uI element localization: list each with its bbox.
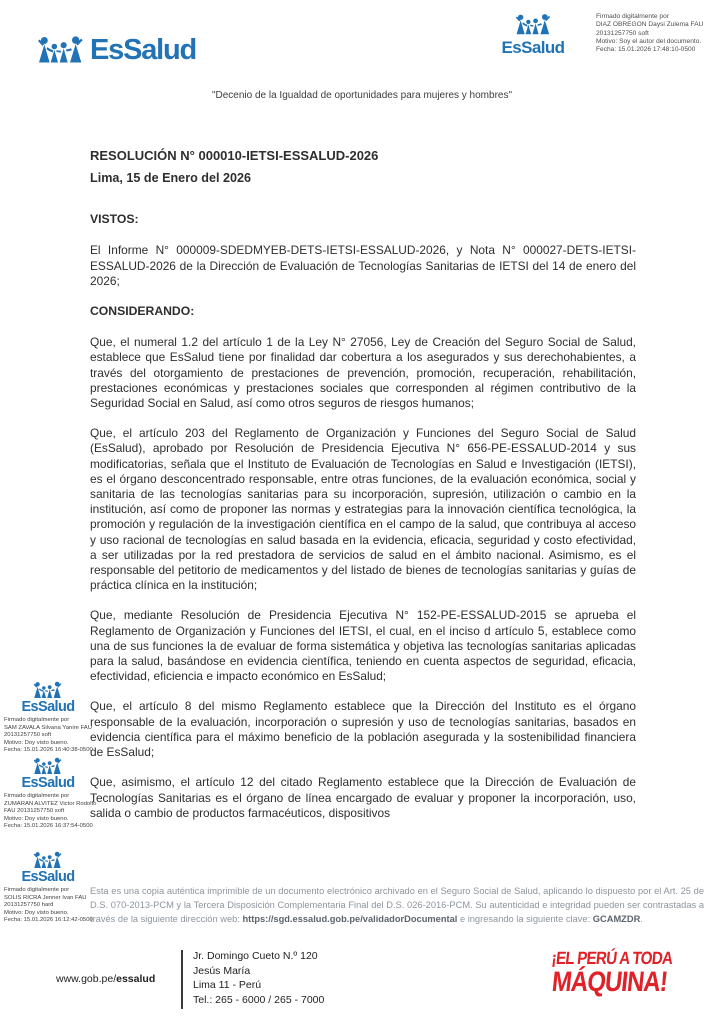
essalud-wordmark: EsSalud — [90, 34, 197, 66]
signature-text — [4, 717, 108, 755]
essalud-family-icon — [33, 851, 63, 870]
auth-text: Esta es una copia auténtica imprimible de un documento electrónico archivado en el Seguro Social de Salud, aplicando lo dispuesto por el Art. 25 de D.S. 070-2013-PCM y la Tercera Disposición Complementaria Final del D.S. 026-2016-PCM. Su autenticidad e integridad pueden ser contrastadas a través de la siguiente dirección web: — [90, 886, 704, 924]
slogan-line-2: MÁQUINA! — [550, 965, 669, 998]
website-prefix: www.gob.pe/ — [56, 973, 117, 985]
signature-line: FAU 20131257750 soft — [4, 808, 65, 815]
signature-line: Firmado digitalmente por — [4, 793, 70, 799]
essalud-wordmark: EsSalud — [21, 775, 75, 791]
signature-line: Fecha: 15.01.2026 16:37:54-0500 — [4, 823, 93, 830]
signature-line: DIAZ OBREGON Daysi Zulema FAU — [596, 21, 704, 29]
address-line: Lima 11 - Perú — [193, 979, 262, 992]
address-line: Jr. Domingo Cueto N.º 120 — [193, 950, 318, 962]
signature-line: 20131257750 soft — [4, 732, 52, 739]
validation-code: GCAMZDR — [592, 914, 641, 924]
considerando-paragraph: Que, asimismo, el artículo 12 del citado Reglamento establece que la Dirección de Evaluación de Tecnologías Sanitarias es el órgano de línea encargado de evaluar y proponer la incorporación, uso, salida o cambio de productos farmacéuticos, dispositivos — [90, 775, 636, 820]
auth-text: e ingresando la siguiente clave: — [457, 914, 593, 924]
signature-line: Fecha: 15.01.2026 16:12:42-0500 — [4, 917, 93, 924]
digital-signature-stamp-1 — [4, 681, 108, 755]
essalud-wordmark: EsSalud — [21, 869, 75, 885]
essalud-wordmark: EsSalud — [501, 38, 565, 57]
peru-slogan — [546, 949, 674, 998]
auth-text: . — [640, 914, 643, 924]
considerando-paragraph: Que, mediante Resolución de Presidencia Ejecutiva N° 152-PE-ESSALUD-2015 se aprueba el Reglamento de Organización y Funciones del IETSI, el cual, en el inciso d artículo 5, establece como una de sus funciones la de evaluar de forma sistemática y objetiva las tecnologías sanitarias aplicadas para la salud, basándose en evidencia científica, teniendo en cuenta aspectos de seguridad, eficacia, efectividad, eficiencia e impacto económico en EsSalud; — [90, 608, 636, 684]
signature-line: Firmado digitalmente por — [4, 717, 70, 723]
essalud-logo-right — [501, 13, 565, 58]
signature-line: Fecha: 15.01.2026 16:40:38-0500 — [4, 747, 93, 754]
essalud-stamp-logo — [4, 757, 92, 791]
essalud-family-icon — [37, 35, 85, 66]
decenio-motto: "Decenio de la Igualdad de oportunidades para mujeres y hombres" — [211, 90, 513, 101]
vistos-paragraph: El Informe N° 000009-SDEDMYEB-DETS-IETSI-ESSALUD-2026, y Nota N° 000027-DETS-IETSI-ESSALUD-2026 de la Dirección de Evaluación de Tecnologías Sanitarias de IETSI del 14 de enero del 2026; — [90, 243, 636, 288]
signature-line: Motivo: Doy visto bueno. — [4, 739, 69, 746]
address-block — [193, 949, 324, 1007]
considerando-paragraph: Que, el artículo 203 del Reglamento de Organización y Funciones del Seguro Social de Salud (EsSalud), aprobado por Resolución de Presidencia Ejecutiva N° 656-PE-ESSALUD-2014 y sus modificatorias, señala que el Instituto de Evaluación de Tecnologías en Salud e Investigación (IETSI), es el órgano desconcentrado responsable, entre otras funciones, de la evaluación económica, social y sanitaria de las tecnologías sanitarias para su incorporación, supresión, utilización o cambio en la institución, así como de proponer las normas y estrategias para la innovación científica tecnológica, la promoción y regulación de la investigación científica en el campo de la salud, que contribuya al acceso y uso racional de tecnologías en salud basada en la evidencia, eficacia, seguridad y costo efectividad, a ser utilizadas por la red prestadora de servicios de salud en el ámbito nacional. Asimismo, es el responsable del petitorio de medicamentos y del listado de bienes de tecnologías sanitarias y guías de práctica clínica en la institución; — [90, 426, 636, 593]
signature-line: SOLIS RICRA Jenner Ivan FAU — [4, 894, 87, 901]
address-line: Jesús María — [193, 964, 251, 977]
signature-line: Motivo: Soy el autor del documento. — [596, 37, 702, 45]
considerando-heading: CONSIDERANDO: — [90, 304, 195, 319]
signature-line: ZUMARAN ALVITEZ Victor Rodolfo — [4, 800, 97, 807]
resolution-title: RESOLUCIÓN N° 000010-IETSI-ESSALUD-2026 — [90, 148, 379, 163]
authenticity-notice — [90, 884, 704, 926]
website-url — [56, 973, 155, 985]
essalud-family-icon — [515, 13, 552, 37]
signature-line: SAM ZAVALA Silvana Yanire FAU — [4, 724, 92, 731]
digital-signature-header — [596, 13, 722, 54]
validator-url: https://sgd.essalud.gob.pe/validadorDocumental — [242, 914, 458, 924]
website-bold: essalud — [116, 973, 156, 985]
signature-line: Fecha: 15.01.2026 17:48:10-0500 — [596, 46, 696, 54]
signature-line: 20131257750 soft — [596, 29, 649, 37]
address-line: Tel.: 265 - 6000 / 265 - 7000 — [193, 993, 325, 1006]
signature-text — [4, 793, 108, 831]
considerando-paragraph: Que, el numeral 1.2 del artículo 1 de la Ley N° 27056, Ley de Creación del Seguro Social de Salud, establece que EsSalud tiene por finalidad dar cobertura a los asegurados y sus derechohabientes, a través del otorgamiento de prestaciones de prevención, promoción, recuperación, rehabilitación, prestaciones económicas y prestaciones sociales que corresponden al régimen contributivo de la Seguridad Social en Salud, así como otros seguros de riesgos humanos; — [90, 335, 636, 411]
signature-line: Motivo: Doy visto bueno. — [4, 909, 69, 916]
essalud-wordmark: EsSalud — [21, 699, 75, 715]
resolution-body — [90, 148, 636, 821]
essalud-logo-left — [37, 34, 196, 67]
essalud-family-icon — [33, 757, 63, 776]
signature-line: Motivo: Doy visto bueno. — [4, 815, 69, 822]
footer-divider — [181, 950, 183, 1009]
digital-signature-stamp-2 — [4, 757, 108, 831]
essalud-family-icon — [33, 681, 63, 700]
slogan-line-1: ¡EL PERÚ A TODA — [550, 949, 674, 969]
signature-line: 20131257750 hard — [4, 902, 54, 909]
place-date-line: Lima, 15 de Enero del 2026 — [90, 171, 251, 185]
signature-line: Firmado digitalmente por — [596, 13, 669, 20]
vistos-heading: VISTOS: — [90, 212, 139, 227]
signature-line: Firmado digitalmente por — [4, 887, 70, 893]
essalud-stamp-logo — [4, 851, 92, 885]
considerando-paragraph: Que, el artículo 8 del mismo Reglamento establece que la Dirección del Instituto es el órgano responsable de la evaluación, incorporación o supresión y uso de tecnologías sanitarias, basados en evidencia científica para el máximo beneficio de la población asegurada y la sostenibilidad financiera de EsSalud; — [90, 699, 636, 760]
essalud-stamp-logo — [4, 681, 92, 715]
